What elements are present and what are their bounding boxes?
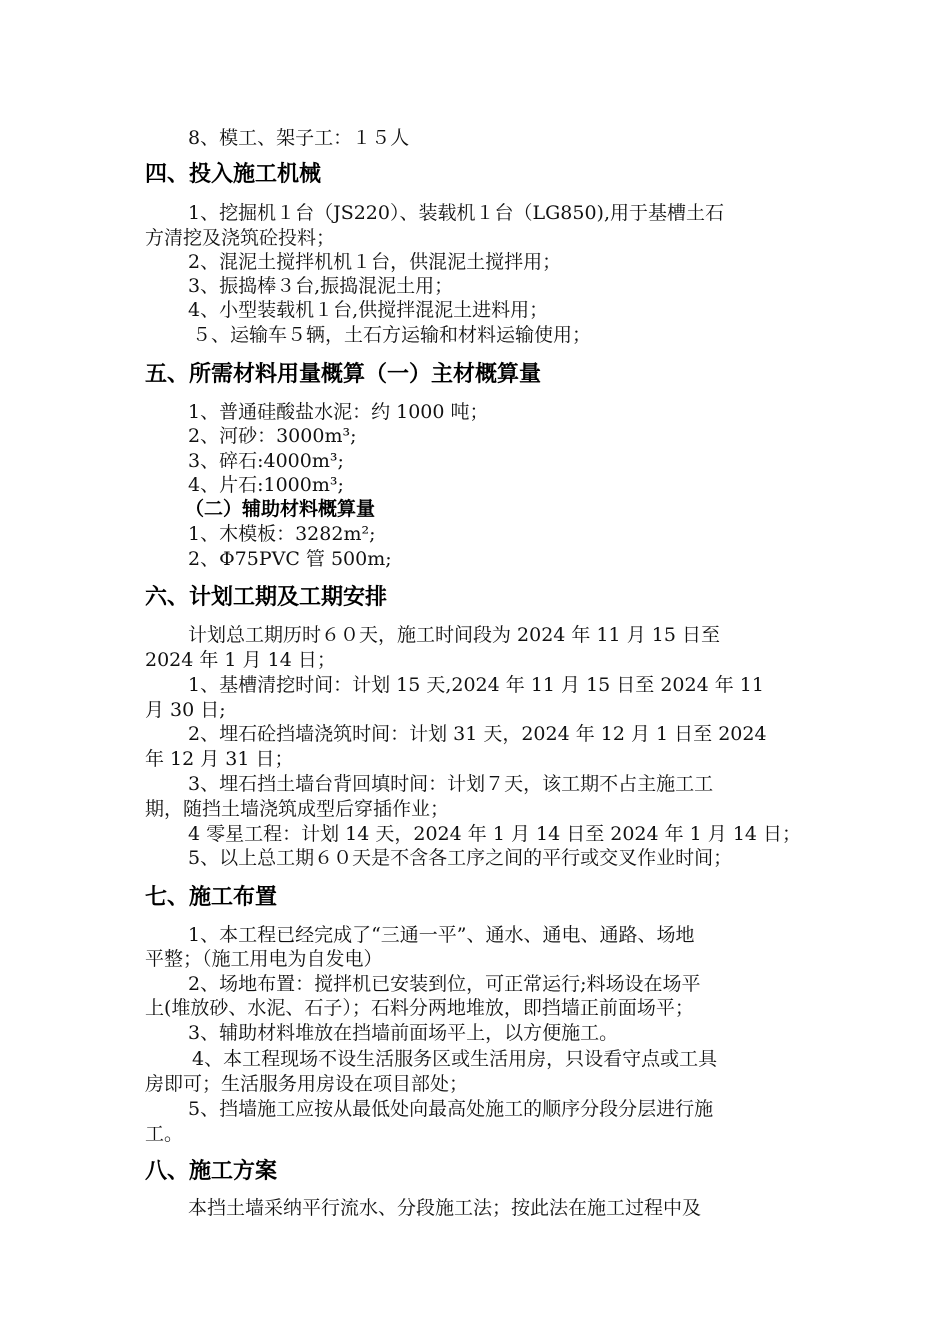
schedule-total-cont: 2024 年 1 月 14 日； [145,649,336,671]
schedule-item-3-cont: 期，随挡土墙浇筑成型后穿插作业； [145,798,450,820]
layout-item-1: 1、本工程已经完成了“三通一平”、通水、通电、通路、场地 [188,924,695,946]
section-7-heading: 七、施工布置 [145,885,278,910]
schedule-item-1-cont: 月 30 日; [145,699,226,721]
material-item-1: 1、普通硅酸盐水泥：约 1000 吨； [188,401,489,423]
layout-item-5-cont: 工。 [145,1123,184,1145]
machinery-item-3: 3、振捣棒３台,振捣混泥土用； [188,275,454,297]
layout-item-5: 5、挡墙施工应按从最低处向最高处施工的顺序分段分层进行施 [188,1098,714,1120]
layout-item-4-cont: 房即可；生活服务用房设在项目部处； [145,1073,469,1095]
layout-item-2: 2、场地布置：搅拌机已安装到位，可正常运行;料场设在场平 [188,973,701,995]
schedule-item-5: 5、以上总工期６０天是不含各工序之间的平行或交叉作业时间； [188,847,733,869]
auxiliary-item-1: 1、木模板：3282m²; [188,523,376,545]
machinery-item-5: ５、运输车５辆，土石方运输和材料运输使用； [192,324,592,346]
auxiliary-item-2: 2、Φ75PVC 管 500m; [188,548,392,570]
section-5-heading: 五、所需材料用量概算（一）主材概算量 [145,362,542,387]
schedule-item-4: 4 零星工程：计划 14 天，2024 年 1 月 14 日至 2024 年 1 月 14 日； [188,823,802,845]
crew-item-8: 8、模工、架子工：１５人 [188,127,410,149]
schedule-item-2-cont: 年 12 月 31 日； [145,748,294,770]
schedule-item-2: 2、埋石砼挡墙浇筑时间：计划 31 天，2024 年 12 月 1 日至 2024 [188,723,767,745]
schedule-item-3: 3、埋石挡土墙台背回填时间：计划７天，该工期不占主施工工 [188,773,714,795]
layout-item-4: 4、本工程现场不设生活服务区或生活用房，只设看守点或工具 [192,1048,718,1070]
material-item-4: 4、片石:1000m³; [188,474,344,496]
schedule-total: 计划总工期历时６０天，施工时间段为 2024 年 11 月 15 日至 [188,624,720,646]
schedule-item-1: 1、基槽清挖时间：计划 15 天,2024 年 11 月 15 日至 2024 年 11 [188,674,764,696]
section-4-heading: 四、投入施工机械 [145,162,322,187]
machinery-item-2: 2、混泥土搅拌机机１台，供混泥土搅拌用； [188,251,562,273]
material-item-2: 2、河砂：3000m³; [188,425,357,447]
section-8-heading: 八、施工方案 [145,1159,278,1184]
layout-item-2-cont: 上(堆放砂、水泥、石子）；石料分两地堆放，即挡墙正前面场平； [145,997,694,1019]
section-6-heading: 六、计划工期及工期安排 [145,585,388,610]
machinery-item-1: 1、挖掘机１台（JS220）、装载机１台（LG850),用于基槽土石 [188,202,724,224]
material-item-3: 3、碎石:4000m³; [188,450,344,472]
layout-item-1-cont: 平整；（施工用电为自发电） [145,948,383,970]
plan-paragraph-1: 本挡土墙采纳平行流水、分段施工法；按此法在施工过程中及 [188,1197,702,1219]
layout-item-3: 3、辅助材料堆放在挡墙前面场平上，以方便施工。 [188,1022,619,1044]
machinery-item-1-cont: 方清挖及浇筑砼投料； [145,227,336,249]
machinery-item-4: 4、小型装载机１台,供搅拌混泥土进料用； [188,299,549,321]
auxiliary-materials-subheading: （二）辅助材料概算量 [185,498,376,520]
